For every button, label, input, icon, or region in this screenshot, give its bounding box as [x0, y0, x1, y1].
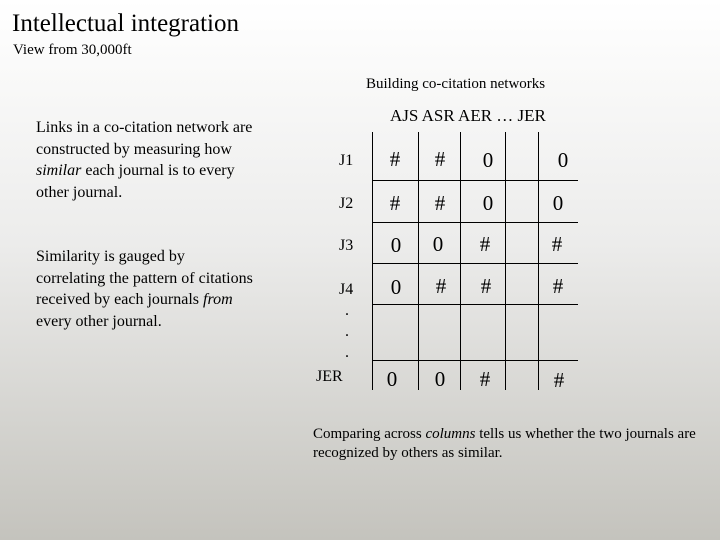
- matrix-cell: 0: [432, 232, 444, 256]
- matrix-grid-hline-1: [372, 180, 578, 181]
- paragraph-similarity-text-1: Similarity is gauged by correlating the pattern of citations received by each journals: [36, 248, 253, 308]
- matrix-grid-vline-5: [538, 132, 539, 390]
- matrix-cell: #: [553, 368, 565, 392]
- matrix-grid-hline-3: [372, 263, 578, 264]
- paragraph-similarity-text-2: every other journal.: [36, 312, 162, 330]
- matrix-ellipsis-dot: .: [345, 323, 349, 340]
- matrix-cell: 0: [552, 191, 564, 215]
- comparison-note: [313, 425, 713, 463]
- paragraph-similarity-emphasis: from: [203, 291, 233, 308]
- matrix-cell: 0: [390, 275, 402, 299]
- paragraph-links: [36, 117, 256, 203]
- matrix-cell: #: [435, 274, 447, 298]
- matrix-row-label: J3: [339, 237, 354, 254]
- comparison-note-text-1: Comparing across: [313, 426, 426, 442]
- matrix-grid-vline-3: [460, 132, 461, 390]
- matrix-cell: 0: [390, 233, 402, 257]
- matrix-grid-hline-4: [372, 304, 578, 305]
- matrix-cell: #: [479, 367, 491, 391]
- comparison-note-text-2: tells us whether the two journals are recognized by others as similar.: [313, 426, 696, 461]
- matrix-cell: 0: [434, 367, 446, 391]
- matrix-cell: #: [479, 232, 491, 256]
- matrix-cell: #: [480, 274, 492, 298]
- matrix-cell: 0: [482, 148, 494, 172]
- matrix-cell: 0: [386, 367, 398, 391]
- matrix-grid-hline-5: [372, 360, 578, 361]
- paragraph-links-text-2: each journal is to every other journal.: [36, 162, 235, 201]
- matrix-cell: 0: [482, 191, 494, 215]
- matrix-cell: #: [434, 191, 446, 215]
- matrix-cell: 0: [557, 148, 569, 172]
- matrix-cell: #: [434, 147, 446, 171]
- paragraph-links-emphasis: similar: [36, 162, 82, 179]
- section-title: Building co-citation networks: [366, 76, 546, 92]
- matrix-ellipsis-dot: .: [345, 344, 349, 361]
- matrix-grid-vline-1: [372, 132, 373, 390]
- paragraph-links-text-1: Links in a co-citation network are constructed by measuring how: [36, 119, 253, 158]
- comparison-note-emphasis: columns: [425, 426, 476, 442]
- matrix-grid-hline-2: [372, 222, 578, 223]
- matrix-cell: #: [551, 232, 563, 256]
- matrix-row-label: J2: [339, 195, 354, 212]
- slide-subtitle: View from 30,000ft: [13, 42, 132, 58]
- matrix-cell: #: [389, 147, 401, 171]
- slide-title: Intellectual integration: [12, 10, 239, 37]
- matrix-ellipsis-dot: .: [345, 302, 349, 319]
- matrix-cell: #: [552, 274, 564, 298]
- matrix-grid-vline-2: [418, 132, 419, 390]
- matrix-row-label: J4: [339, 281, 354, 298]
- matrix-cell: #: [389, 191, 401, 215]
- paragraph-similarity: [36, 246, 256, 332]
- matrix-row-label: JER: [316, 368, 343, 385]
- matrix-column-headers: AJS ASR AER … JER: [390, 106, 546, 125]
- matrix-row-label: J1: [339, 152, 354, 169]
